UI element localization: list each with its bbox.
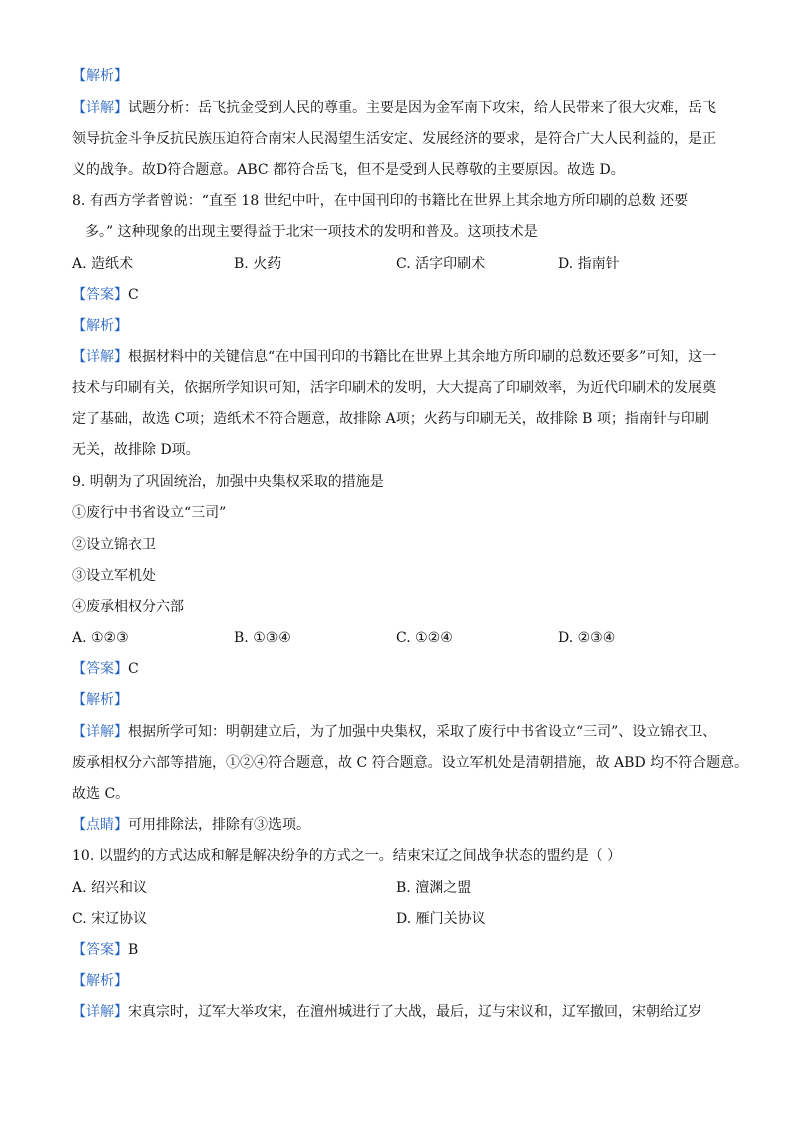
q9-option-d: D. ②③④ (558, 630, 616, 646)
q8-stem-line-1: 8. 有西方学者曾说：“直至 18 世纪中叶，在中国刊印的书籍比在世界上其余地方所印刷的总数 还要 (72, 193, 689, 209)
q10-option-c: C. 宋辽协议 (72, 911, 148, 927)
q8-answer: 【答案】C (72, 287, 139, 303)
q8-detail-line-2: 技术与印刷有关，依据所学知识可知，活字印刷术的发明，大大提高了印刷效率，为近代印刷术的发展奠 (72, 380, 716, 396)
q9-analysis-heading: 【解析】 (72, 692, 128, 708)
q10-analysis-heading: 【解析】 (72, 973, 128, 989)
q9-highlight: 【点睛】可用排除法，排除有③选项。 (72, 817, 310, 833)
q9-item-2: ②设立锦衣卫 (72, 537, 156, 553)
q8-option-d: D. 指南针 (558, 256, 620, 272)
q8-detail-line-3: 定了基础，故选 C项；造纸术不符合题意，故排除 A项；火药与印刷无关，故排除 B 项；指南针与印刷 (72, 411, 709, 427)
q10-option-b: B. 澶渊之盟 (396, 880, 472, 896)
q9-item-1: ①废行中书省设立“三司” (72, 505, 227, 521)
q9-detail-line-3: 故选 C。 (72, 786, 130, 802)
q7-analysis-heading: 【解析】 (72, 68, 128, 84)
q9-item-4: ④废承相权分六部 (72, 599, 184, 615)
q9-option-a: A. ①②③ (72, 630, 129, 646)
q7-detail-line-3: 义的战争。故D符合题意。ABC 都符合岳飞，但不是受到人民尊敬的主要原因。故选 D。 (72, 162, 625, 178)
q10-option-d: D. 雁门关协议 (396, 911, 486, 927)
q9-answer: 【答案】C (72, 661, 139, 677)
q10-answer: 【答案】B (72, 942, 139, 958)
q8-option-a: A. 造纸术 (72, 256, 134, 272)
q10-option-a: A. 绍兴和议 (72, 880, 148, 896)
q8-analysis-heading: 【解析】 (72, 318, 128, 334)
q8-stem-line-2: 多。” 这种现象的出现主要得益于北宋一项技术的发明和普及。这项技术是 (85, 224, 538, 240)
q9-option-c: C. ①②④ (396, 630, 453, 646)
q8-detail-line-4: 无关，故排除 D项。 (72, 442, 200, 458)
q9-item-3: ③设立军机处 (72, 568, 156, 584)
q8-detail-line-1: 【详解】根据材料中的关键信息“在中国刊印的书籍比在世界上其余地方所印刷的总数还要多”可知，这一 (72, 349, 717, 365)
q7-detail-line-1: 【详解】试题分析：岳飞抗金受到人民的尊重。主要是因为金军南下攻宋，给人民带来了很大灾难，岳飞 (72, 100, 716, 116)
q8-option-c: C. 活字印刷术 (396, 256, 486, 272)
q9-detail-line-2: 废承相权分六部等措施，①②④符合题意，故 C 符合题意。设立军机处是清朝措施，故 ABD 均不符合题意。 (72, 755, 749, 771)
q10-stem: 10. 以盟约的方式达成和解是解决纷争的方式之一。结束宋辽之间战争状态的盟约是（ ） (72, 848, 622, 864)
q9-detail-line-1: 【详解】根据所学可知：明朝建立后，为了加强中央集权，采取了废行中书省设立“三司”、设立锦衣卫、 (72, 724, 717, 740)
q8-option-b: B. 火药 (234, 256, 282, 272)
q7-detail-line-2: 领导抗金斗争反抗民族压迫符合南宋人民渴望生活安定、发展经济的要求，是符合广大人民利益的，是正 (72, 131, 716, 147)
q9-stem: 9. 明朝为了巩固统治，加强中央集权采取的措施是 (72, 474, 384, 490)
q10-detail-line-1: 【详解】宋真宗时，辽军大举攻宋，在澶州城进行了大战，最后，辽与宋议和，辽军撤回，宋朝给辽岁 (72, 1004, 702, 1020)
q9-option-b: B. ①③④ (234, 630, 291, 646)
